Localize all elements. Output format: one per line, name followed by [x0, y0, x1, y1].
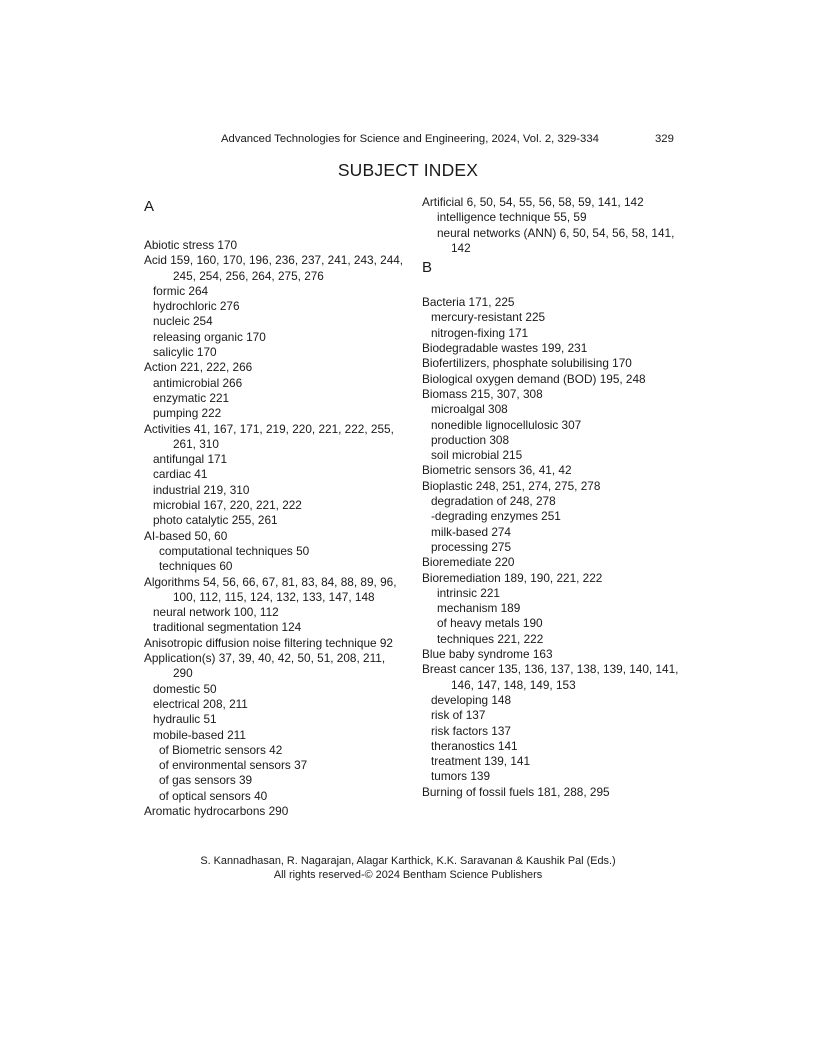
index-column-left — [144, 195, 406, 819]
index-entry: Anisotropic diffusion noise filtering technique 92 — [144, 635, 393, 650]
index-subentry: degradation of 248, 278 — [431, 494, 556, 509]
index-subentry: developing 148 — [431, 692, 512, 707]
index-subentry: formic 264 — [153, 283, 209, 298]
index-subentry: -degrading enzymes 251 — [431, 509, 561, 524]
index-entry: Breast cancer 135, 136, 137, 138, 139, 140, 141, 146, 147, 148, 149, 153 — [422, 662, 679, 692]
footer-editors: S. Kannadhasan, R. Nagarajan, Alagar Karthick, K.K. Saravanan & Kaushik Pal (Eds.) — [200, 855, 616, 867]
page-title-text: SUBJECT INDEX — [337, 160, 479, 180]
index-entry: Bioremediation 189, 190, 221, 222 — [422, 570, 603, 585]
index-subentry: of gas sensors 39 — [159, 773, 253, 788]
index-entry: Acid 159, 160, 170, 196, 236, 237, 241, 243, 244, 245, 254, 256, 264, 275, 276 — [144, 253, 404, 283]
index-list-a-continued — [422, 195, 684, 256]
index-subentry: computational techniques 50 — [159, 543, 310, 558]
index-list-a — [144, 238, 406, 819]
running-header: Advanced Technologies for Science and Engineering, 2024, Vol. 2, 329-334 — [221, 133, 599, 145]
section-letter-b: B — [422, 259, 433, 277]
index-subentry: techniques 60 — [159, 559, 233, 574]
index-subentry: antifungal 171 — [153, 452, 228, 467]
index-list-b — [422, 295, 684, 800]
index-subentry: theranostics 141 — [431, 738, 518, 753]
index-subentry: tumors 139 — [431, 769, 491, 784]
index-subentry: domestic 50 — [153, 681, 217, 696]
index-subentry: intrinsic 221 — [437, 585, 500, 600]
index-entry: Biofertilizers, phosphate solubilising 170 — [422, 356, 632, 371]
index-subentry: microbial 167, 220, 221, 222 — [153, 498, 302, 513]
index-entry: Blue baby syndrome 163 — [422, 647, 553, 662]
index-entry: Abiotic stress 170 — [144, 238, 238, 252]
index-subentry: antimicrobial 266 — [153, 375, 243, 390]
index-entry: Bioremediate 220 — [422, 555, 515, 570]
index-subentry: nucleic 254 — [153, 314, 213, 329]
index-subentry: photo catalytic 255, 261 — [153, 513, 278, 528]
index-subentry: mercury-resistant 225 — [431, 310, 546, 325]
index-subentry: mechanism 189 — [437, 601, 521, 616]
index-subentry: neural networks (ANN) 6, 50, 54, 56, 58, 141, 142 — [437, 225, 675, 255]
index-entry: Action 221, 222, 266 — [144, 360, 253, 375]
index-subentry: mobile-based 211 — [153, 727, 246, 742]
index-subentry: of heavy metals 190 — [437, 616, 543, 631]
index-subentry: milk-based 274 — [431, 524, 511, 539]
index-entry: Biodegradable wastes 199, 231 — [422, 341, 588, 356]
index-subentry: traditional segmentation 124 — [153, 620, 302, 635]
index-subentry: releasing organic 170 — [153, 329, 266, 344]
index-entry: Aromatic hydrocarbons 290 — [144, 803, 289, 818]
index-subentry: nonedible lignocellulosic 307 — [431, 417, 582, 432]
index-subentry: industrial 219, 310 — [153, 482, 250, 497]
index-subentry: salicylic 170 — [153, 345, 217, 360]
footer-copyright: All rights reserved-© 2024 Bentham Science Publishers — [273, 869, 543, 881]
index-entry: Artificial 6, 50, 54, 55, 56, 58, 59, 141, 142 — [422, 195, 644, 209]
index-entry: Application(s) 37, 39, 40, 42, 50, 51, 208, 211, 290 — [144, 651, 386, 681]
index-subentry: hydraulic 51 — [153, 712, 217, 727]
index-subentry: electrical 208, 211 — [153, 696, 248, 711]
index-entry: Burning of fossil fuels 181, 288, 295 — [422, 784, 610, 799]
index-subentry: risk factors 137 — [431, 723, 511, 738]
index-entry: Bacteria 171, 225 — [422, 295, 515, 310]
index-entry: Biometric sensors 36, 41, 42 — [422, 463, 572, 478]
index-entry: Biological oxygen demand (BOD) 195, 248 — [422, 371, 646, 386]
index-subentry: of Biometric sensors 42 — [159, 742, 283, 757]
footer — [0, 854, 816, 882]
index-subentry: risk of 137 — [431, 708, 486, 723]
index-subentry: hydrochloric 276 — [153, 299, 240, 314]
index-subentry: production 308 — [431, 432, 510, 447]
index-subentry: enzymatic 221 — [153, 390, 230, 405]
index-subentry: techniques 221, 222 — [437, 631, 544, 646]
index-subentry: microalgal 308 — [431, 402, 508, 417]
index-entry: Bioplastic 248, 251, 274, 275, 278 — [422, 478, 601, 493]
index-subentry: nitrogen-fixing 171 — [431, 325, 529, 340]
index-subentry: processing 275 — [431, 539, 512, 554]
index-subentry: soil microbial 215 — [431, 448, 523, 463]
page-number: 329 — [655, 133, 674, 145]
index-subentry: treatment 139, 141 — [431, 754, 531, 769]
page-title — [0, 159, 816, 181]
index-entry: Algorithms 54, 56, 66, 67, 81, 83, 84, 88, 89, 96, 100, 112, 115, 124, 132, 133, 147, 148 — [144, 574, 397, 604]
index-column-right — [422, 195, 684, 800]
section-letter-a: A — [144, 198, 155, 215]
index-subentry: of environmental sensors 37 — [159, 758, 308, 773]
index-subentry: neural network 100, 112 — [153, 605, 279, 620]
index-entry: AI-based 50, 60 — [144, 528, 228, 543]
index-entry: Biomass 215, 307, 308 — [422, 386, 543, 401]
index-subentry: intelligence technique 55, 59 — [437, 210, 587, 225]
index-subentry: cardiac 41 — [153, 467, 208, 482]
index-subentry: of optical sensors 40 — [159, 788, 268, 803]
index-entry: Activities 41, 167, 171, 219, 220, 221, 222, 255, 261, 310 — [144, 421, 394, 451]
index-subentry: pumping 222 — [153, 406, 222, 421]
